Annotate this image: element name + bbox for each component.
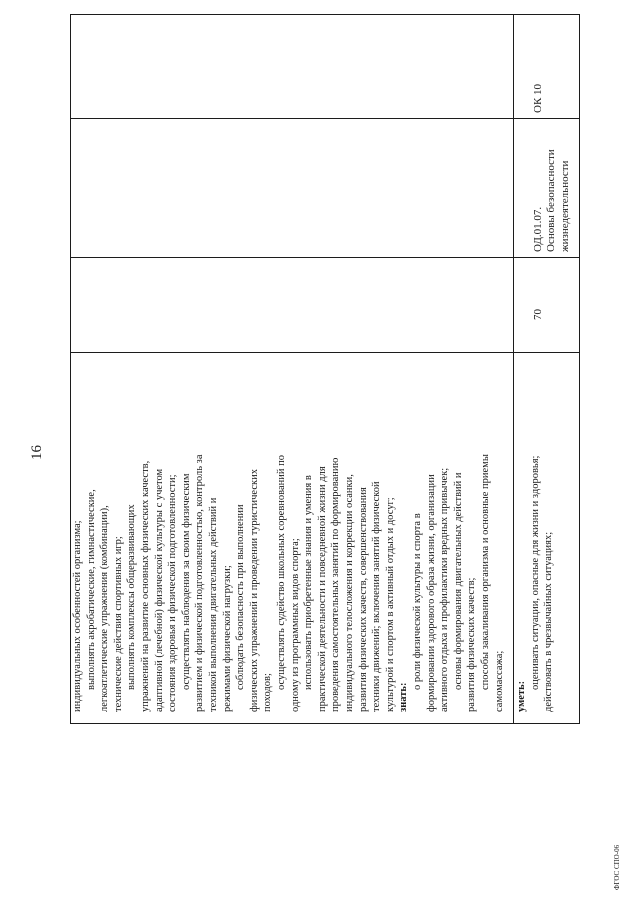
next-row-line: действовать в чрезвычайных ситуациях; — [543, 531, 555, 712]
competency-line: индивидуального телосложения и коррекции осанки, — [344, 474, 355, 712]
competency-line: о роли физической культуры и спорта в — [412, 513, 423, 690]
competency-line: развития физических качеств, совершенствования — [357, 487, 369, 712]
competency-line: основы формирования двигательных действий и — [452, 472, 464, 690]
footer-standard-code: ФГОС СПО-06 — [613, 844, 621, 890]
competency-line: технические действия спортивных игр; — [112, 536, 124, 712]
next-row-line: уметь: — [516, 680, 527, 712]
competency-line: знать: — [398, 682, 410, 712]
competency-line: физических упражнений и проведении туристических — [248, 469, 260, 712]
next-row-line: оценивать ситуации, опасные для жизни и здоровья; — [529, 455, 541, 690]
competency-line: выполнять комплексы общеразвивающих — [126, 504, 138, 690]
competency-line: практической деятельности и повседневной жизни для — [316, 466, 328, 712]
discipline-name-line-1: Основы безопасности — [545, 149, 557, 252]
discipline-code: ОД.01.07. — [532, 206, 544, 252]
table-outer-left-border — [70, 14, 71, 724]
competency-line: одному из программных видов спорта; — [289, 538, 301, 712]
competency-line: адаптивной (лечебной) физической культуры с учетом — [153, 468, 165, 712]
competency-line: осуществлять судейство школьных соревнований по — [276, 455, 287, 690]
competency-line: выполнять акробатические, гимнастические, — [85, 489, 97, 690]
competency-line: культурой и спортом в активный отдых и досуг; — [384, 497, 396, 712]
competency-line: режимами физической нагрузки; — [221, 565, 233, 712]
competency-line: самомассажа; — [493, 650, 505, 712]
table-bottom-border — [70, 723, 580, 724]
page-number: 16 — [29, 445, 45, 460]
competency-line: использовать приобретенные знания и умения в — [303, 475, 315, 690]
ok-competency-value: ОК 10 — [532, 83, 544, 113]
column-divider-3 — [70, 118, 580, 119]
competency-line: техникой выполнения двигательных действий и — [208, 497, 219, 712]
competency-line: упражнений на развитие основных физических качеств, — [140, 460, 151, 712]
row-divider-main — [513, 14, 514, 724]
table-outer-right-border — [579, 14, 580, 724]
competency-line: легкоатлетические упражнения (комбинации), — [99, 505, 111, 712]
hours-value: 70 — [532, 309, 544, 320]
competency-line: индивидуальных особенностей организма; — [72, 520, 83, 712]
competency-line: соблюдать безопасность при выполнении — [235, 504, 247, 690]
competency-line: проведения самостоятельных занятий по формированию — [330, 457, 342, 712]
competency-line: состояния здоровья и физической подготовленности; — [167, 474, 179, 712]
competency-line: походов; — [262, 673, 274, 712]
competency-line: развитием и физической подготовленностью, контроль за — [194, 454, 206, 712]
discipline-name-line-2: жизнедеятельности — [559, 160, 571, 252]
table-top-border — [70, 14, 580, 15]
competency-line: развития физических качеств; — [466, 577, 478, 712]
competency-line: способы закаливания организма и основные приемы — [480, 454, 491, 690]
competency-line: активного отдыха и профилактики вредных привычек; — [439, 467, 451, 712]
competency-line: формировании здорового образа жизни, организации — [425, 474, 437, 712]
column-divider-2 — [70, 257, 580, 258]
competency-line: техники движений; включения занятий физической — [371, 481, 383, 712]
column-divider-1 — [70, 352, 580, 353]
competency-line: осуществлять наблюдения за своим физическим — [180, 473, 192, 690]
